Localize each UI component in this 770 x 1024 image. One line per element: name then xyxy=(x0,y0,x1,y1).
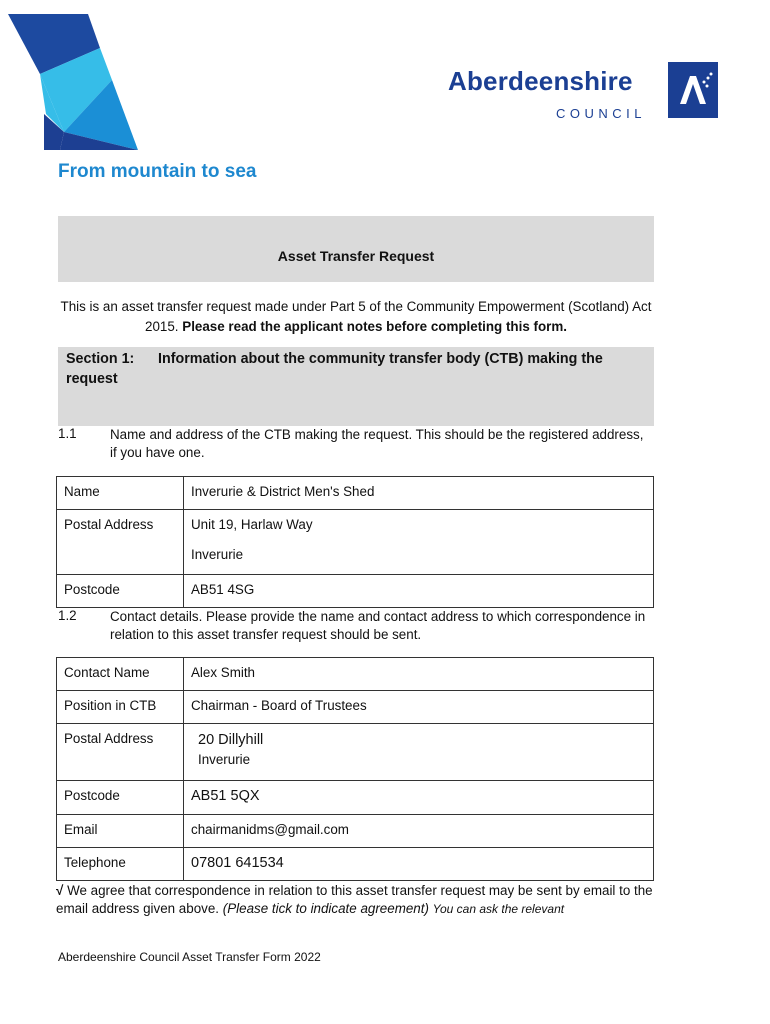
logo-graphic xyxy=(0,0,150,160)
agreement-text: We agree that correspondence in relation to this asset transfer request may be sent by email to the email address given above. xyxy=(56,883,653,916)
council-name: Aberdeenshire xyxy=(448,66,633,96)
question-text: Name and address of the CTB making the request. This should be the registered address, if you have one. xyxy=(110,427,644,460)
page-footer: Aberdeenshire Council Asset Transfer Form 2022 xyxy=(58,950,321,964)
address-line: 20 Dillyhill xyxy=(198,732,264,748)
contact-name-label: Contact Name xyxy=(57,658,184,691)
title-band xyxy=(58,216,654,282)
telephone-field[interactable]: 07801 641534 xyxy=(184,848,654,881)
name-label: Name xyxy=(57,477,184,510)
email-agreement xyxy=(56,882,656,918)
ctb-details-table xyxy=(56,476,654,608)
contact-details-table xyxy=(56,657,654,881)
email-label: Email xyxy=(57,815,184,848)
council-logo-icon xyxy=(668,62,718,118)
slogan: From mountain to sea xyxy=(58,161,257,182)
question-number: 1.1 xyxy=(58,426,77,441)
email-field[interactable]: chairmanidms@gmail.com xyxy=(184,815,654,848)
section-title: Information about the community transfer body (CTB) making the request xyxy=(66,351,603,387)
contact-postcode-label: Postcode xyxy=(57,781,184,815)
contact-postal-label: Postal Address xyxy=(57,724,184,781)
agreement-small-text: You can ask the relevant xyxy=(432,902,565,916)
agreement-note: (Please tick to indicate agreement) xyxy=(222,901,429,916)
intro-bold-text: Please read the applicant notes before completing this form. xyxy=(182,319,567,334)
contact-postal-field[interactable] xyxy=(184,724,654,781)
postcode-field[interactable]: AB51 4SG xyxy=(184,575,654,608)
section-header xyxy=(58,347,654,426)
position-field[interactable]: Chairman - Board of Trustees xyxy=(184,691,654,724)
name-field[interactable]: Inverurie & District Men's Shed xyxy=(184,477,654,510)
address-line: Unit 19, Harlaw Way xyxy=(191,517,313,532)
postal-address-label: Postal Address xyxy=(57,510,184,575)
address-line: Inverurie xyxy=(191,547,244,562)
address-line: Inverurie xyxy=(198,752,251,767)
postcode-label: Postcode xyxy=(57,575,184,608)
form-title: Asset Transfer Request xyxy=(277,248,435,264)
council-sub: COUNCIL xyxy=(556,106,647,121)
position-label: Position in CTB xyxy=(57,691,184,724)
contact-postcode-field[interactable]: AB51 5QX xyxy=(184,781,654,815)
question-text: Contact details. Please provide the name and contact address to which correspondence in relation to this asset transfer request should be sent. xyxy=(110,609,646,642)
telephone-label: Telephone xyxy=(57,848,184,881)
question-number: 1.2 xyxy=(58,608,77,623)
agreement-checkbox[interactable]: √ xyxy=(56,883,64,898)
intro-text: This is an asset transfer request made under Part 5 of the Community Empowerment (Scotland) Act 2015. xyxy=(60,299,652,334)
postal-address-field[interactable] xyxy=(184,510,654,575)
intro-paragraph xyxy=(58,297,654,337)
section-number: Section 1: xyxy=(66,351,135,367)
contact-name-field[interactable]: Alex Smith xyxy=(184,658,654,691)
